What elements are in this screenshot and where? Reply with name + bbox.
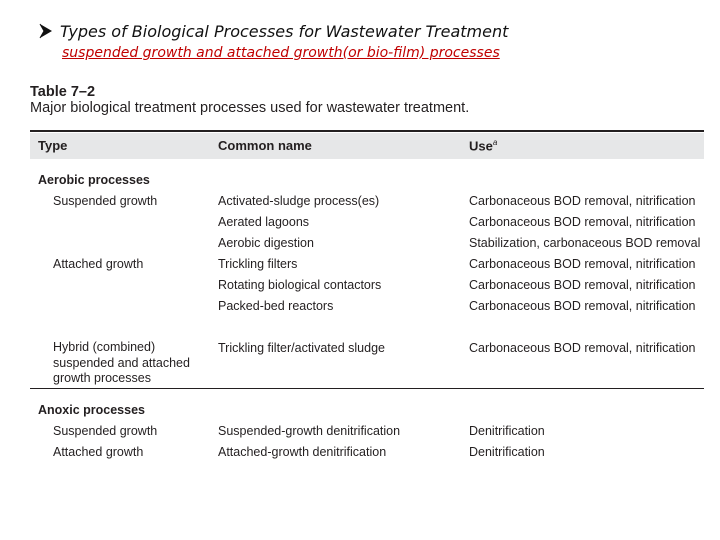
heading-title: Types of Biological Processes for Wastewater Treatment — [60, 21, 509, 41]
table-cell-common-name: Aerated lagoons — [218, 215, 310, 229]
table-cell-use: Carbonaceous BOD removal, nitrification — [469, 215, 696, 229]
section-divider — [30, 388, 704, 389]
table-cell-common-name: Rotating biological contactors — [218, 278, 382, 292]
table-cell-use: Carbonaceous BOD removal, nitrification — [469, 299, 696, 313]
table-cell-use: Carbonaceous BOD removal, nitrification — [469, 341, 696, 355]
column-header-common-name: Common name — [218, 138, 312, 153]
table-top-rule — [30, 130, 704, 132]
table-cell-type-line: suspended and attached — [53, 356, 190, 370]
table-cell-use: Carbonaceous BOD removal, nitrification — [469, 257, 696, 271]
table-header-band — [30, 133, 704, 159]
table-cell-type: Suspended growth — [53, 194, 158, 208]
table-cell-type: Attached growth — [53, 257, 144, 271]
section-title-anoxic: Anoxic processes — [38, 403, 145, 417]
table-cell-common-name: Aerobic digestion — [218, 236, 314, 250]
column-header-use — [469, 138, 497, 153]
table-cell-type: Attached growth — [53, 445, 144, 459]
heading-subtitle: suspended growth and attached growth(or bio-film) processes — [62, 45, 500, 61]
table-cell-common-name: Trickling filter/activated sludge — [218, 341, 385, 355]
table-number: Table 7–2 — [30, 84, 96, 100]
table-cell-use: Denitrification — [469, 445, 545, 459]
column-header-use-label: Use — [469, 138, 493, 154]
table-cell-common-name: Trickling filters — [218, 257, 298, 271]
table-cell-type-line: Hybrid (combined) — [53, 340, 156, 354]
column-header-use-footnote: a — [492, 138, 498, 147]
column-header-type: Type — [38, 138, 68, 153]
arrow-bullet-icon — [38, 23, 54, 39]
table-cell-common-name: Packed-bed reactors — [218, 299, 334, 313]
table-cell-use: Carbonaceous BOD removal, nitrification — [469, 278, 696, 292]
table-cell-type-line: growth processes — [53, 371, 151, 385]
table-cell-use: Stabilization, carbonaceous BOD removal — [469, 236, 701, 250]
table-caption: Major biological treatment processes used for wastewater treatment. — [30, 100, 470, 116]
table-cell-type: Suspended growth — [53, 424, 158, 438]
section-title-aerobic: Aerobic processes — [38, 173, 150, 187]
table-cell-use: Carbonaceous BOD removal, nitrification — [469, 194, 696, 208]
table-cell-common-name: Suspended-growth denitrification — [218, 424, 401, 438]
slide-heading — [38, 20, 508, 42]
table-cell-common-name: Attached-growth denitrification — [218, 445, 387, 459]
table-cell-common-name: Activated-sludge process(es) — [218, 194, 380, 208]
table-cell-use: Denitrification — [469, 424, 545, 438]
